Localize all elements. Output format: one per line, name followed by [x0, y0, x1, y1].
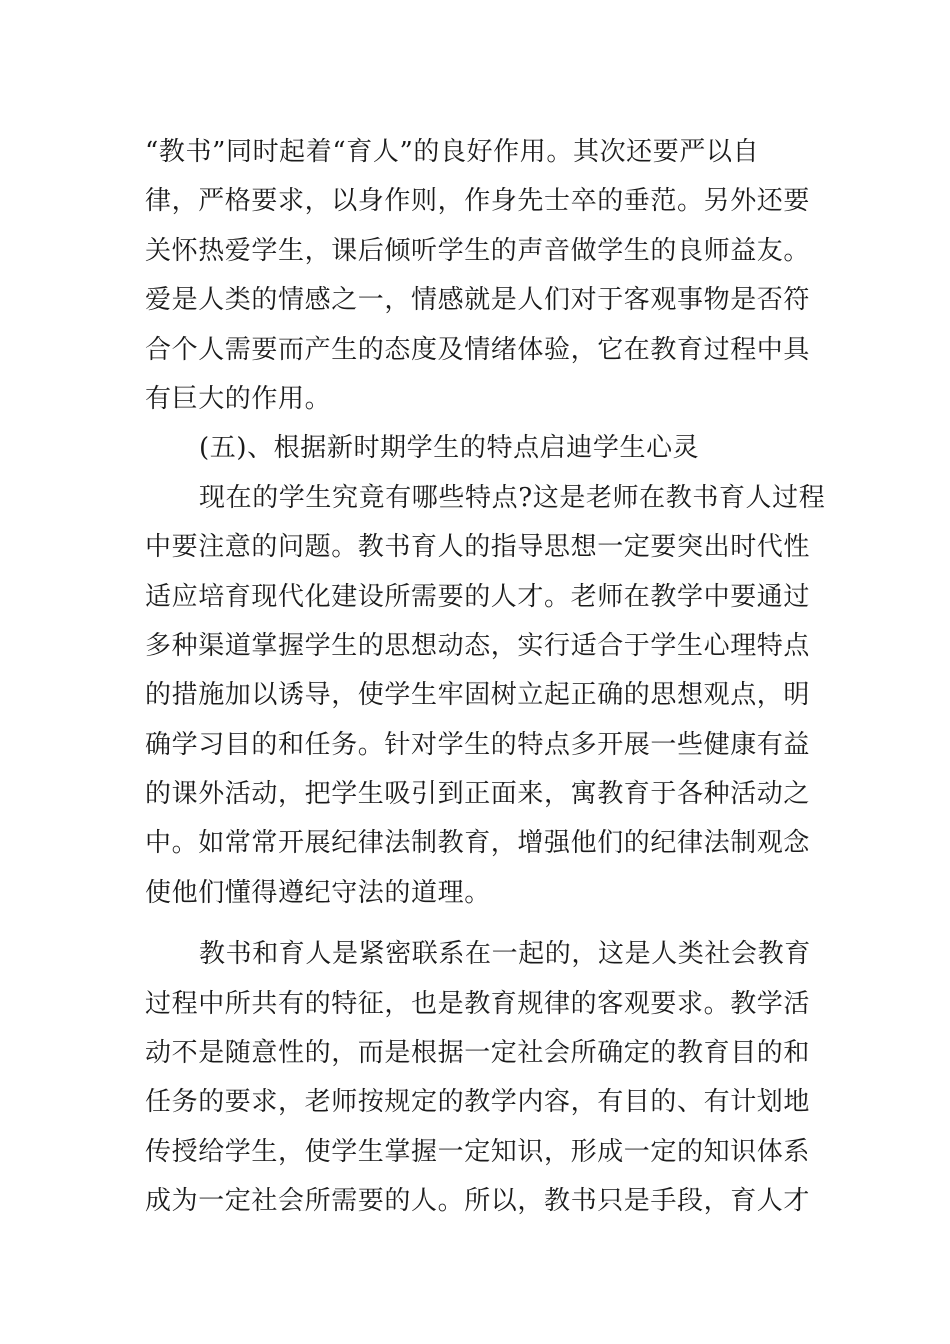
paragraph-line: “教书”同时起着“育人”的良好作用。其次还要严以自 [145, 137, 760, 167]
paragraph-line: 现在的学生究竟有哪些特点?这是老师在教书育人过程 [199, 482, 826, 513]
paragraph-line: 爱是人类的情感之一，情感就是人们对于客观事物是否符 [145, 285, 811, 316]
paragraph-line: 的措施加以诱导，使学生牢固树立起正确的思想观点，明 [145, 680, 811, 711]
paragraph-3 [145, 930, 815, 1226]
paragraph-line: 动不是随意性的，而是根据一定社会所确定的教育目的和 [145, 1038, 811, 1069]
paragraph-line: 任务的要求，老师按规定的教学内容，有目的、有计划地 [145, 1087, 811, 1118]
paragraph-line: 传授给学生，使学生掌握一定知识，形成一定的知识体系 [145, 1136, 811, 1167]
paragraph-line: 有巨大的作用。 [145, 383, 332, 414]
paragraph-spacer [145, 918, 815, 930]
paragraph-line: 教书和育人是紧密联系在一起的，这是人类社会教育 [199, 939, 811, 970]
paragraph-line: 成为一定社会所需要的人。所以，教书只是手段，育人才 [145, 1186, 811, 1217]
paragraph-line: 的课外活动，把学生吸引到正面来，寓教育于各种活动之 [145, 779, 811, 810]
paragraph-line: 关怀热爱学生，课后倾听学生的声音做学生的良师益友。 [145, 235, 811, 266]
paragraph-line: 过程中所共有的特征，也是教育规律的客观要求。教学活 [145, 988, 811, 1019]
paragraph-line: 确学习目的和任务。针对学生的特点多开展一些健康有益 [145, 729, 811, 760]
paragraph-2 [145, 474, 826, 919]
paragraph-line: 合个人需要而产生的态度及情绪体验，它在教育过程中具 [145, 334, 811, 365]
paragraph-line: 使他们懂得遵纪守法的道理。 [145, 877, 491, 908]
body-text [145, 128, 826, 1227]
section-heading: (五)、根据新时期学生的特点启迪学生心灵 [199, 433, 700, 464]
paragraph-1 [145, 128, 815, 424]
paragraph-line: 中要注意的问题。教书育人的指导思想一定要突出时代性 [145, 532, 811, 563]
paragraph-line: 律，严格要求，以身作则，作身先士卒的垂范。另外还要 [145, 186, 811, 217]
paragraph-line: 多种渠道掌握学生的思想动态，实行适合于学生心理特点 [145, 630, 811, 661]
paragraph-line: 适应培育现代化建设所需要的人才。老师在教学中要通过 [145, 581, 811, 612]
paragraph-line: 中。如常常开展纪律法制教育，增强他们的纪律法制观念 [145, 828, 811, 859]
